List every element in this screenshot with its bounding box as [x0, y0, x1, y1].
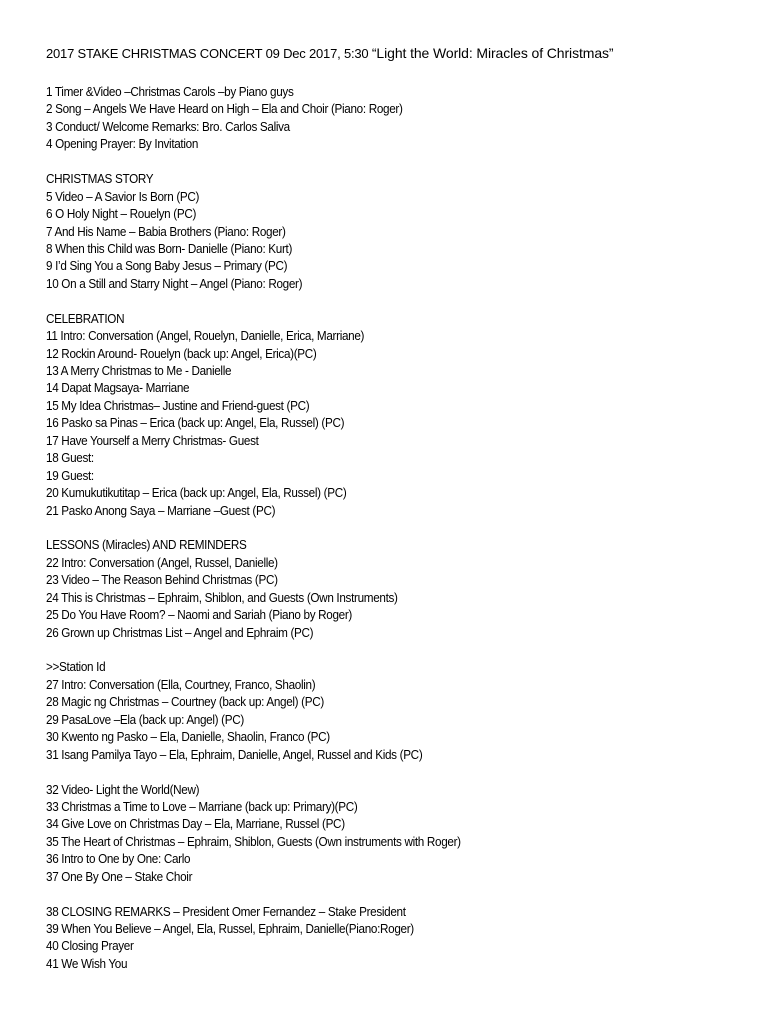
program-item: 30 Kwento ng Pasko – Ela, Danielle, Shaolin, Franco (PC)	[46, 730, 330, 745]
program-section	[46, 311, 746, 520]
document-subtitle: “Light the World: Miracles of Christmas”	[371, 45, 614, 61]
program-item: 9 I’d Sing You a Song Baby Jesus – Primary (PC)	[46, 259, 288, 274]
program-item: 5 Video – A Savior Is Born (PC)	[46, 189, 200, 204]
program-item: 22 Intro: Conversation (Angel, Russel, Danielle)	[46, 555, 278, 570]
program-item: 39 When You Believe – Angel, Ela, Russel, Ephraim, Danielle(Piano:Roger)	[46, 922, 414, 936]
program-item: 7 And His Name – Babia Brothers (Piano: Roger)	[46, 224, 286, 239]
program-item: 15 My Idea Christmas– Justine and Friend-guest (PC)	[46, 398, 310, 413]
document-page	[46, 44, 746, 973]
program-item: 2 Song – Angels We Have Heard on High – Ela and Choir (Piano: Roger)	[46, 102, 403, 117]
program-item: 3 Conduct/ Welcome Remarks: Bro. Carlos Saliva	[46, 119, 290, 134]
section-spacer	[46, 293, 746, 310]
section-spacer	[46, 764, 746, 781]
program-item: 24 This is Christmas – Ephraim, Shiblon, and Guests (Own Instruments)	[46, 590, 398, 605]
document-title: 2017 STAKE CHRISTMAS CONCERT 09 Dec 2017, 5:30	[46, 46, 369, 61]
program-item: 38 CLOSING REMARKS – President Omer Fernandez – Stake President	[46, 904, 406, 919]
program-section	[46, 782, 746, 887]
section-heading: >>Station Id	[46, 660, 106, 675]
program-item: 8 When this Child was Born- Danielle (Piano: Kurt)	[46, 241, 293, 256]
program-item: 25 Do You Have Room? – Naomi and Sariah (Piano by Roger)	[46, 608, 352, 623]
program-item: 21 Pasko Anong Saya – Marriane –Guest (PC)	[46, 503, 276, 518]
program-item: 13 A Merry Christmas to Me - Danielle	[46, 364, 232, 378]
program-section	[46, 904, 746, 974]
program-item: 12 Rockin Around- Rouelyn (back up: Angel, Erica)(PC)	[46, 346, 317, 361]
section-spacer	[46, 886, 746, 903]
program-item: 37 One By One – Stake Choir	[46, 869, 193, 884]
program-item: 27 Intro: Conversation (Ella, Courtney, Franco, Shaolin)	[46, 677, 316, 692]
program-item: 41 We Wish You	[46, 956, 128, 971]
program-section	[46, 84, 746, 154]
program-section	[46, 537, 746, 642]
spacer	[46, 62, 746, 84]
section-heading: CELEBRATION	[46, 311, 125, 326]
program-item: 11 Intro: Conversation (Angel, Rouelyn, Danielle, Erica, Marriane)	[46, 329, 365, 344]
program-item: 1 Timer &Video –Christmas Carols –by Piano guys	[46, 85, 294, 99]
program-item: 34 Give Love on Christmas Day – Ela, Marriane, Russel (PC)	[46, 817, 345, 832]
program-section	[46, 659, 746, 764]
program-item: 10 On a Still and Starry Night – Angel (Piano: Roger)	[46, 276, 303, 291]
program-item: 36 Intro to One by One: Carlo	[46, 852, 191, 867]
section-spacer	[46, 154, 746, 171]
program-section	[46, 171, 746, 293]
program-item: 16 Pasko sa Pinas – Erica (back up: Angel, Ela, Russel) (PC)	[46, 416, 345, 431]
program-item: 4 Opening Prayer: By Invitation	[46, 137, 199, 152]
program-item: 20 Kumukutikutitap – Erica (back up: Angel, Ela, Russel) (PC)	[46, 486, 347, 501]
program-item: 6 O Holy Night – Rouelyn (PC)	[46, 207, 197, 222]
program-item: 31 Isang Pamilya Tayo – Ela, Ephraim, Danielle, Angel, Russel and Kids (PC)	[46, 747, 423, 762]
program-item: 23 Video – The Reason Behind Christmas (PC)	[46, 573, 278, 588]
program-item: 28 Magic ng Christmas – Courtney (back up: Angel) (PC)	[46, 695, 324, 710]
program-item: 19 Guest:	[46, 468, 94, 483]
section-heading: LESSONS (Miracles) AND REMINDERS	[46, 538, 247, 553]
program-item: 32 Video- Light the World(New)	[46, 782, 200, 797]
program-item: 40 Closing Prayer	[46, 939, 134, 954]
document-title-line	[46, 44, 746, 62]
program-item: 33 Christmas a Time to Love – Marriane (back up: Primary)(PC)	[46, 799, 358, 814]
program-item: 26 Grown up Christmas List – Angel and Ephraim (PC)	[46, 625, 314, 640]
section-heading: CHRISTMAS STORY	[46, 172, 154, 187]
section-spacer	[46, 520, 746, 537]
program-list	[46, 84, 746, 973]
program-item: 35 The Heart of Christmas – Ephraim, Shiblon, Guests (Own instruments with Roger)	[46, 834, 461, 849]
program-item: 29 PasaLove –Ela (back up: Angel) (PC)	[46, 712, 244, 727]
program-item: 18 Guest:	[46, 451, 94, 466]
section-spacer	[46, 642, 746, 659]
program-item: 17 Have Yourself a Merry Christmas- Guest	[46, 433, 259, 448]
program-item: 14 Dapat Magsaya- Marriane	[46, 381, 190, 396]
